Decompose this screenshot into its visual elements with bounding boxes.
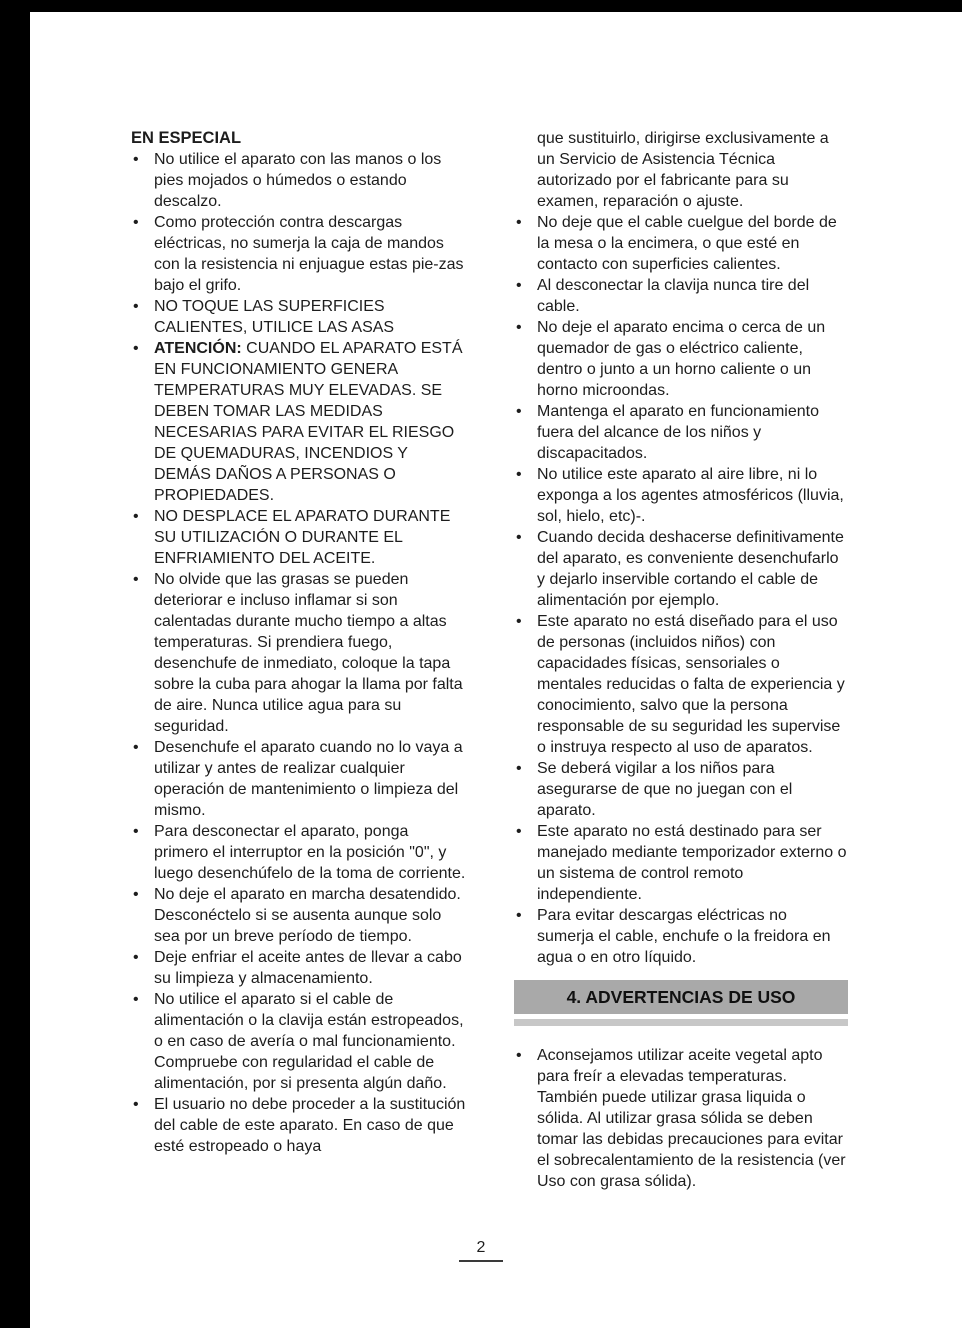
bullet-item bbox=[514, 527, 848, 611]
bullet-marker: • bbox=[133, 340, 139, 357]
bullet-text: Este aparato no está destinado para ser manejado mediante temporizador externo o un sistema de control remoto independiente. bbox=[537, 823, 847, 903]
bullet-item bbox=[131, 569, 467, 737]
bullet-list-section bbox=[514, 1045, 848, 1192]
bullet-item bbox=[131, 821, 467, 884]
bullet-text: No utilice el aparato con las manos o los pies mojados o húmedos o estando descalzo. bbox=[154, 151, 442, 210]
bullet-item bbox=[514, 821, 848, 905]
bullet-item bbox=[514, 212, 848, 275]
bullet-text: Aconsejamos utilizar aceite vegetal apto para freír a elevadas temperaturas. También puede utilizar grasa liquida o sólida. Al utilizar grasa sólida se deben tomar las debidas precauciones para evitar el sobrecalentamiento de la resistencia (ver Uso con grasa sólida). bbox=[537, 1047, 846, 1190]
bullet-item bbox=[514, 611, 848, 758]
section-header-bar bbox=[514, 980, 848, 1014]
bullet-text: ATENCIÓN: CUANDO EL APARATO ESTÁ EN FUNCIONAMIENTO GENERA TEMPERATURAS MUY ELEVADAS. SE DEBEN TOMAR LAS MEDIDAS NECESARIAS PARA EVITAR EL RIESGO DE QUEMADURAS, INCENDIOS Y DEMÁS DAÑOS A PERSONAS O PROPIEDADES. bbox=[154, 340, 463, 504]
bullet-marker: • bbox=[516, 907, 522, 924]
bullet-item bbox=[131, 149, 467, 212]
bullet-text: No deje el aparato encima o cerca de un quemador de gas o eléctrico caliente, dentro o junto a un horno caliente o un horno microondas. bbox=[537, 319, 826, 399]
bullet-marker: • bbox=[516, 403, 522, 420]
right-column bbox=[514, 128, 848, 1192]
bullet-text: No deje el aparato en marcha desatendido. Desconéctelo si se ausenta aunque solo sea por un breve período de tiempo. bbox=[154, 886, 461, 945]
scan-edge-top bbox=[0, 0, 962, 12]
bullet-text: Este aparato no está diseñado para el uso de personas (incluidos niños) con capacidades físicas, sensoriales o mentales reducidas o falta de experiencia y conocimiento, salvo que la persona responsable de su seguridad les supervise o instruya respecto al uso de aparatos. bbox=[537, 613, 845, 756]
bullet-item bbox=[131, 212, 467, 296]
bullet-marker: • bbox=[133, 1096, 139, 1113]
bullet-item bbox=[131, 884, 467, 947]
section-gap bbox=[514, 1026, 848, 1045]
continuation-text: que sustituirlo, dirigirse exclusivamente a un Servicio de Asistencia Técnica autorizado por el fabricante para su examen, reparación o ajuste. bbox=[537, 130, 829, 210]
bullet-marker: • bbox=[516, 613, 522, 630]
bullet-item bbox=[131, 737, 467, 821]
bullet-marker: • bbox=[516, 319, 522, 336]
section-header-underline bbox=[514, 1019, 848, 1026]
bullet-item bbox=[514, 275, 848, 317]
bullet-marker: • bbox=[133, 508, 139, 525]
bullet-item bbox=[514, 401, 848, 464]
bullet-text: No utilice este aparato al aire libre, ni lo exponga a los agentes atmosféricos (lluvia, sol, hielo, etc)-. bbox=[537, 466, 844, 525]
bullet-text: Para desconectar el aparato, ponga primero el interruptor en la posición "0", y luego desenchúfelo de la toma de corriente. bbox=[154, 823, 466, 882]
bullet-item bbox=[514, 317, 848, 401]
left-column bbox=[131, 128, 467, 1157]
bullet-text: NO TOQUE LAS SUPERFICIES CALIENTES, UTILICE LAS ASAS bbox=[154, 298, 395, 336]
bullet-marker: • bbox=[516, 1047, 522, 1064]
bullet-text: Deje enfriar el aceite antes de llevar a cabo su limpieza y almacenamiento. bbox=[154, 949, 462, 987]
bullet-marker: • bbox=[133, 298, 139, 315]
bullet-text: Cuando decida deshacerse definitivamente del aparato, es conveniente desenchufarlo y dejarlo inservible cortando el cable de alimentación por ejemplo. bbox=[537, 529, 844, 609]
bullet-item bbox=[131, 338, 467, 506]
bullet-item bbox=[131, 1094, 467, 1157]
bullet-item bbox=[131, 989, 467, 1094]
bullet-marker: • bbox=[133, 949, 139, 966]
bullet-text: Mantenga el aparato en funcionamiento fuera del alcance de los niños y discapacitados. bbox=[537, 403, 819, 462]
bullet-text: No olvide que las grasas se pueden deteriorar e incluso inflamar si son calentadas durante mucho tiempo a altas temperaturas. Si prendiera fuego, desenchufe de inmediato, coloque la tapa sobre la cuba para ahogar la llama por falta de aire. Nunca utilice agua para su seguridad. bbox=[154, 571, 463, 735]
bullet-list-right bbox=[514, 212, 848, 968]
bullet-text: NO DESPLACE EL APARATO DURANTE SU UTILIZACIÓN O DURANTE EL ENFRIAMIENTO DEL ACEITE. bbox=[154, 508, 451, 567]
bullet-list-left bbox=[131, 149, 467, 1157]
bullet-text: Se deberá vigilar a los niños para asegurarse de que no juegan con el aparato. bbox=[537, 760, 793, 819]
bullet-text: No utilice el aparato si el cable de alimentación o la clavija están estropeados, o en caso de avería o mal funcionamiento. Compruebe con regularidad el cable de alimentación, por si presenta algún daño. bbox=[154, 991, 464, 1092]
bullet-marker: • bbox=[516, 466, 522, 483]
bullet-item bbox=[514, 1045, 848, 1192]
bullet-text: Desenchufe el aparato cuando no lo vaya a utilizar y antes de realizar cualquier operación de mantenimiento o limpieza del mismo. bbox=[154, 739, 463, 819]
bullet-item bbox=[131, 296, 467, 338]
bullet-text: El usuario no debe proceder a la sustitución del cable de este aparato. En caso de que esté estropeado o haya bbox=[154, 1096, 466, 1155]
section-heading: EN ESPECIAL bbox=[131, 129, 242, 147]
bullet-marker: • bbox=[516, 214, 522, 231]
bullet-marker: • bbox=[133, 214, 139, 231]
page-number bbox=[0, 1239, 962, 1262]
bullet-marker: • bbox=[133, 886, 139, 903]
bullet-marker: • bbox=[133, 739, 139, 756]
bullet-marker: • bbox=[133, 991, 139, 1008]
section-header-title: 4. ADVERTENCIAS DE USO bbox=[566, 986, 796, 1007]
bullet-item bbox=[514, 464, 848, 527]
bullet-marker: • bbox=[133, 151, 139, 168]
bullet-text: No deje que el cable cuelgue del borde de la mesa o la encimera, o que esté en contacto con superficies calientes. bbox=[537, 214, 837, 273]
bullet-item bbox=[131, 506, 467, 569]
bullet-marker: • bbox=[133, 571, 139, 588]
bullet-marker: • bbox=[516, 277, 522, 294]
page-number-value: 2 bbox=[459, 1239, 503, 1262]
scan-edge-left bbox=[0, 0, 30, 1328]
bullet-item bbox=[131, 947, 467, 989]
bullet-text: Como protección contra descargas eléctricas, no sumerja la caja de mandos con la resistencia ni enjuague estas pie-zas bajo el grifo. bbox=[154, 214, 464, 294]
bullet-marker: • bbox=[516, 823, 522, 840]
bullet-item bbox=[514, 758, 848, 821]
bullet-text: Para evitar descargas eléctricas no sumerja el cable, enchufe o la freidora en agua o en otro líquido. bbox=[537, 907, 831, 966]
bullet-item bbox=[514, 905, 848, 968]
bullet-marker: • bbox=[516, 760, 522, 777]
bullet-marker: • bbox=[516, 529, 522, 546]
bullet-marker: • bbox=[133, 823, 139, 840]
bullet-text: Al desconectar la clavija nunca tire del cable. bbox=[537, 277, 810, 315]
